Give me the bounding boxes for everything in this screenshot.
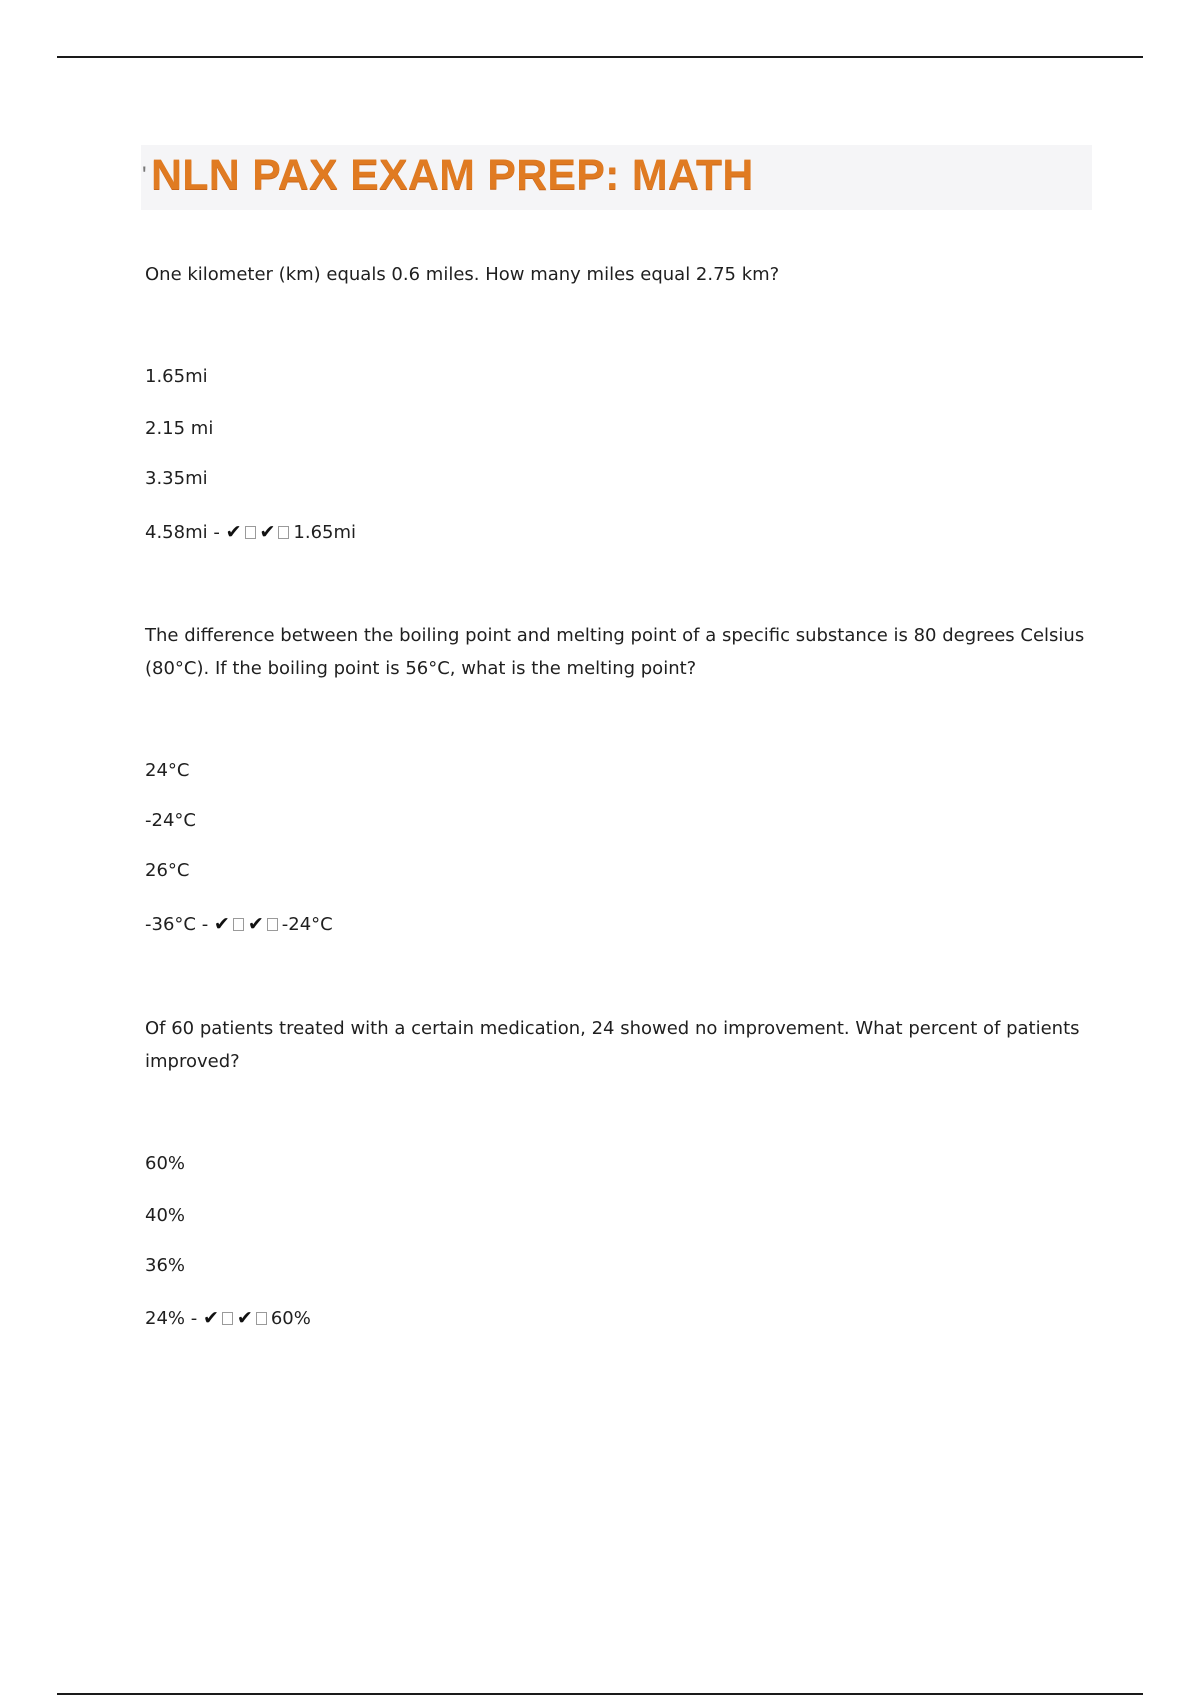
empty-box-icon [233,918,244,931]
footer-rule [57,1693,1143,1695]
header-rule [57,56,1143,58]
question-2-option-3: 26°C [145,860,190,881]
question-3-option-4: 24% - [145,1308,198,1329]
empty-box-icon [245,526,256,539]
checkmark-icon: ✔ [236,1307,253,1329]
question-2-option-1: 24°C [145,760,190,781]
question-1-option-4-with-answer [145,518,356,547]
checkmark-icon: ✔ [247,913,264,935]
question-1-option-4: 4.58mi - [145,522,220,543]
question-1-text: One kilometer (km) equals 0.6 miles. How many miles equal 2.75 km? [145,264,780,285]
question-2-option-4-with-answer [145,910,333,939]
question-3-option-3: 36% [145,1255,186,1276]
question-1-option-2: 2.15 mi [145,418,214,439]
empty-box-icon [267,918,278,931]
question-2-option-4: -36°C - [145,914,209,935]
empty-box-icon [278,526,289,539]
question-1-option-3: 3.35mi [145,468,208,489]
question-1-option-1: 1.65mi [145,366,208,387]
checkmark-icon: ✔ [225,521,242,543]
checkmark-icon: ✔ [202,1307,219,1329]
empty-box-icon [256,1312,267,1325]
question-3-option-4-with-answer [145,1304,311,1333]
empty-box-icon [222,1312,233,1325]
question-3-option-2: 40% [145,1205,186,1226]
question-2-text: The difference between the boiling point and melting point of a specific substance is 80 degrees Celsius (80°C). If the boiling point is 56°C, what is the melting point? [145,625,1085,679]
question-2-answer: -24°C [281,914,333,935]
document-title: NLN PAX EXAM PREP: MATH [151,151,754,199]
checkmark-icon: ✔ [213,913,230,935]
checkmark-icon: ✔ [259,521,276,543]
question-3-answer: 60% [270,1308,311,1329]
title-mark: ' [142,162,147,189]
question-3-option-1: 60% [145,1153,186,1174]
question-2-option-2: -24°C [145,810,196,831]
question-3-text: Of 60 patients treated with a certain medication, 24 showed no improvement. What percent of patients improved? [145,1018,1080,1072]
question-1-answer: 1.65mi [293,522,357,543]
